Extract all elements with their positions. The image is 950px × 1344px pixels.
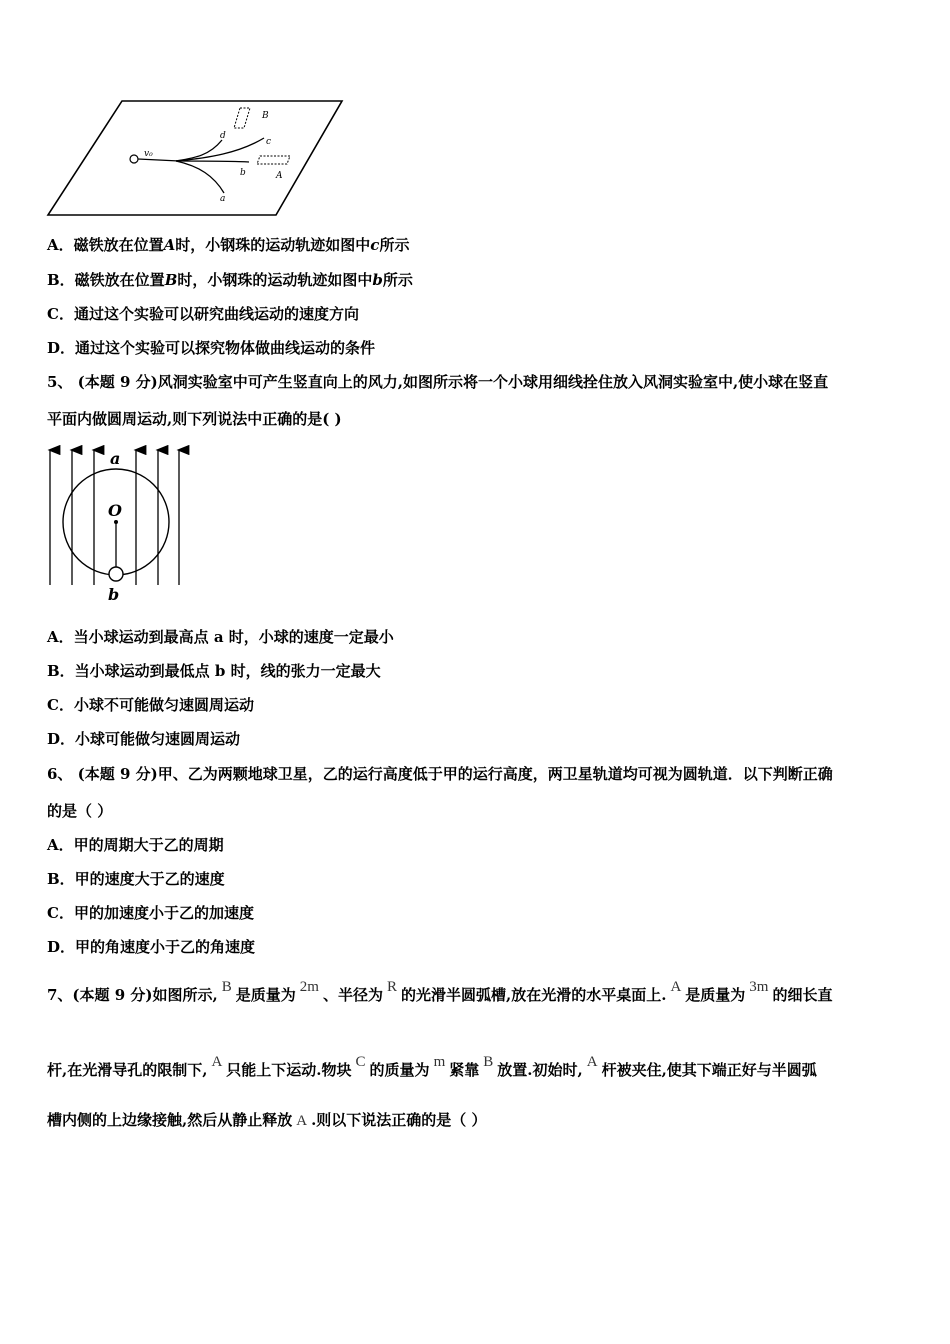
- q6-option-c: C．甲的加速度小于乙的加速度: [47, 904, 254, 922]
- launch-line: [138, 159, 179, 161]
- label-b: b: [108, 585, 120, 604]
- label-b: b: [240, 168, 246, 178]
- curve-b: [176, 161, 249, 162]
- ball: [109, 567, 123, 581]
- q4-option-c: C．通过这个实验可以研究曲线运动的速度方向: [47, 305, 359, 323]
- q7-stem-line3: 槽内侧的上边缘接触,然后从静止释放 A .则以下说法正确的是（ ）: [47, 1111, 487, 1129]
- q5-stem-line1: 5、 (本题 9 分)风洞实验室中可产生竖直向上的风力,如图所示将一个小球用细线拴住放入风洞实验室中,使小球在竖直: [47, 373, 829, 391]
- q5-option-c: C．小球不可能做匀速圆周运动: [47, 696, 254, 714]
- label-d: d: [220, 131, 226, 141]
- magnet-B: [234, 108, 250, 128]
- plane-outline: [48, 101, 342, 215]
- steel-ball: [130, 155, 138, 163]
- label-c: c: [266, 137, 272, 147]
- q5-option-a: A．当小球运动到最高点 a 时，小球的速度一定最小: [47, 628, 394, 646]
- q5-option-d: D．小球可能做匀速圆周运动: [47, 730, 241, 748]
- label-a: a: [110, 449, 121, 468]
- q4-option-a: A．磁铁放在位置A时，小钢珠的运动轨迹如图中c所示: [47, 236, 410, 254]
- q7-stem-line2: 杆,在光滑导孔的限制下, A 只能上下运动.物块 C 的质量为 m 紧靠 B 放置.初始时, A 杆被夹住,使其下端正好与半圆弧: [47, 1054, 817, 1079]
- curve-a: [176, 161, 224, 193]
- q7-stem-line1: 7、(本题 9 分)如图所示, B 是质量为 2m 、半径为 R 的光滑半圆弧槽,放在光滑的水平桌面上. A 是质量为 3m 的细长直: [47, 979, 833, 1004]
- label-a: a: [220, 194, 226, 204]
- label-A: A: [276, 171, 283, 181]
- q6-option-b: B．甲的速度大于乙的速度: [47, 870, 225, 888]
- label-O: O: [108, 501, 122, 520]
- wind-tunnel-figure: [40, 440, 190, 608]
- label-B: B: [262, 111, 269, 121]
- q6-stem-line2: 的是（ ）: [47, 802, 113, 820]
- label-v0: v₀: [144, 149, 153, 159]
- q5-stem-line2: 平面内做圆周运动,则下列说法中正确的是( ): [47, 410, 342, 428]
- q4-option-b: B．磁铁放在位置B时，小钢珠的运动轨迹如图中b所示: [47, 271, 413, 289]
- q4-option-d: D．通过这个实验可以探究物体做曲线运动的条件: [47, 339, 376, 357]
- q5-option-b: B．当小球运动到最低点 b 时，线的张力一定最大: [47, 662, 381, 680]
- magnet-A: [257, 156, 290, 164]
- q6-stem-line1: 6、 (本题 9 分)甲、乙为两颗地球卫星，乙的运行高度低于甲的运行高度，两卫星轨道均可视为圆轨道．以下判断正确: [47, 765, 833, 783]
- q6-option-d: D．甲的角速度小于乙的角速度: [47, 938, 256, 956]
- q6-option-a: A．甲的周期大于乙的周期: [47, 836, 224, 854]
- trajectory-figure: [44, 98, 346, 220]
